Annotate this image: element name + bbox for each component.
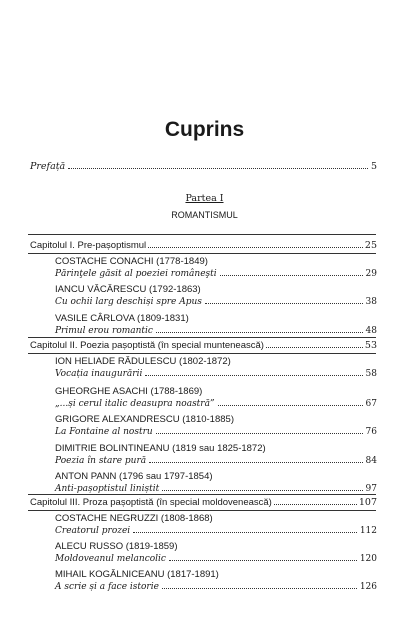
dot-leader — [145, 375, 362, 376]
entry-title-row — [55, 297, 377, 307]
entry-author: DIMITRIE BOLINTINEANU (1819 sau 1825-1872) — [55, 443, 266, 454]
dot-leader — [68, 168, 368, 169]
chapter-label: Capitolul III. Proza pașoptistă (în special moldovenească) — [30, 497, 272, 508]
entry-page: 58 — [365, 369, 377, 379]
entry-author: ANTON PANN (1796 sau 1797-1854) — [55, 471, 213, 482]
dot-leader — [149, 462, 362, 463]
dot-leader — [169, 560, 357, 561]
entry-title-row — [55, 526, 377, 536]
toc-preface-row — [30, 161, 377, 172]
entry-page: 29 — [365, 269, 377, 279]
chapter-page: 25 — [364, 240, 377, 251]
entry-author: COSTACHE NEGRUZZI (1808-1868) — [55, 513, 213, 524]
chapter-divider — [28, 253, 376, 254]
entry-author: GRIGORE ALEXANDRESCU (1810-1885) — [55, 414, 234, 425]
part-label: Partea I — [185, 193, 224, 204]
page-title: Cuprins — [164, 118, 245, 141]
entry-author: GHEORGHE ASACHI (1788-1869) — [55, 386, 203, 397]
toc-entry — [55, 569, 377, 592]
chapter-divider — [28, 494, 376, 495]
entry-author: MIHAIL KOGĂLNICEANU (1817-1891) — [55, 569, 219, 580]
entry-title-row — [55, 427, 377, 437]
dot-leader — [148, 247, 363, 248]
dot-leader — [156, 332, 363, 333]
entry-title: La Fontaine al nostru — [55, 427, 153, 437]
chapter-divider — [28, 510, 376, 511]
toc-entry — [55, 541, 377, 564]
entry-page: 84 — [365, 456, 377, 466]
entry-title: A scrie și a face istorie — [55, 582, 159, 592]
entry-author: COSTACHE CONACHI (1778-1849) — [55, 256, 208, 267]
toc-chapter-row — [30, 240, 377, 251]
entry-title: „...și cerul italic deasupra noastră” — [55, 399, 215, 409]
entry-title-row — [55, 484, 377, 494]
dot-leader — [133, 532, 357, 533]
entry-page: 112 — [359, 526, 377, 536]
part-name: ROMANTISMUL — [171, 210, 238, 220]
toc-entry — [55, 256, 377, 279]
entry-title-row — [55, 456, 377, 466]
entry-page: 76 — [365, 427, 377, 437]
entry-title: Primul erou romantic — [55, 326, 153, 336]
toc-entry — [55, 284, 377, 307]
entry-title: Creatorul prozei — [55, 526, 131, 536]
entry-title: Poezia în stare pură — [55, 456, 147, 466]
dot-leader — [266, 347, 363, 348]
entry-page: 38 — [365, 297, 377, 307]
entry-title-row — [55, 399, 377, 409]
chapter-divider — [28, 353, 376, 354]
dot-leader — [274, 504, 357, 505]
entry-author: ION HELIADE RĂDULESCU (1802-1872) — [55, 356, 231, 367]
entry-title-row — [55, 269, 377, 279]
entry-page: 120 — [359, 554, 377, 564]
entry-page: 67 — [365, 399, 377, 409]
chapter-label: Capitolul I. Pre-pașoptismul — [30, 240, 147, 251]
chapter-page: 53 — [364, 340, 377, 351]
dot-leader — [205, 303, 363, 304]
entry-page: 97 — [365, 484, 377, 494]
dot-leader — [220, 275, 363, 276]
toc-entry — [55, 386, 377, 409]
entry-author: VASILE CÂRLOVA (1809-1831) — [55, 313, 189, 324]
dot-leader — [156, 433, 363, 434]
toc-chapter-row — [30, 340, 377, 351]
chapter-label: Capitolul II. Poezia pașoptistă (în special muntenească) — [30, 340, 264, 351]
entry-title-row — [55, 326, 377, 336]
entry-title-row — [55, 582, 377, 592]
toc-entry — [55, 414, 377, 437]
entry-title-row — [55, 369, 377, 379]
entry-title: Părinţele găsit al poeziei româneşti — [55, 269, 217, 279]
entry-page: 126 — [359, 582, 377, 592]
preface-page: 5 — [370, 161, 377, 172]
toc-entry — [55, 471, 377, 494]
toc-entry — [55, 513, 377, 536]
entry-author: ALECU RUSSO (1819-1859) — [55, 541, 178, 552]
entry-title: Anti-pașoptistul liniștit — [55, 484, 160, 494]
dot-leader — [162, 588, 357, 589]
entry-title-row — [55, 554, 377, 564]
toc-entry — [55, 356, 377, 379]
toc-chapter-row — [30, 497, 377, 508]
toc-entry — [55, 443, 377, 466]
chapter-page: 107 — [358, 497, 377, 508]
dot-leader — [218, 405, 363, 406]
dot-leader — [162, 490, 362, 491]
chapter-divider — [28, 234, 376, 235]
entry-author: IANCU VĂCĂRESCU (1792-1863) — [55, 284, 201, 295]
entry-title: Vocația inaugurării — [55, 369, 143, 379]
entry-title: Cu ochii larg deschiși spre Apus — [55, 297, 202, 307]
entry-page: 48 — [365, 326, 377, 336]
preface-label: Prefață — [30, 161, 66, 172]
toc-entry — [55, 313, 377, 336]
chapter-divider — [28, 337, 376, 338]
entry-title: Moldoveanul melancolic — [55, 554, 166, 564]
